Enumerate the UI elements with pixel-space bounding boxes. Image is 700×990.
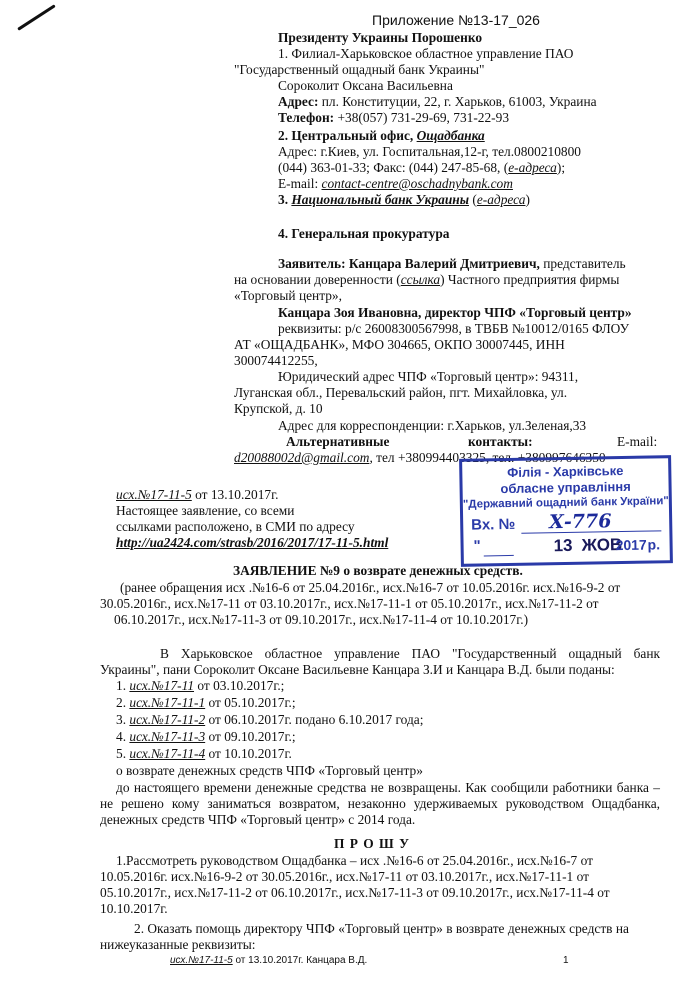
legal-address-1: Юридический адрес ЧПФ «Торговый центр»: 94311, (278, 369, 579, 384)
poa-link[interactable]: ссылка (400, 272, 441, 287)
applicant-firm: «Торговый центр», (234, 288, 342, 303)
statement-intro: В Харьковское областное управление ПАО "Государственный ощадный банк Украины", пани Сороколит Оксане Васильевне Канцара З.И и Канцара В.Д. были поданы: (100, 646, 660, 677)
item-2-link[interactable]: исх.№17-11-1 (129, 695, 206, 710)
stamp-date-quote: " (473, 537, 481, 555)
applicant-line: Заявитель: Канцара Валерий Дмитриевич, представитель (278, 256, 626, 271)
correspondence-address: Адрес для корреспонденции: г.Харьков, ул.Зеленая,33 (278, 418, 587, 433)
ref-line: исх.№17-11-5 от 13.10.2017г. (116, 487, 279, 502)
item-1: 1. исх.№17-11 от 03.10.2017г.; (116, 678, 285, 693)
addressee-branch-name: "Государственный ощадный банк Украины" (234, 62, 485, 77)
item-3-link[interactable]: исх.№17-11-2 (129, 712, 206, 727)
item-3: 3. исх.№17-11-2 от 06.10.2017г. подано 6.10.2017 года; (116, 712, 424, 727)
item-1-link[interactable]: исх.№17-11 (129, 678, 195, 693)
alt-contacts-label: Альтернативные (286, 434, 390, 449)
statement-body: до настоящего времени денежные средства не возвращены. Как сообщили работники банка – не решено кому заниматься возвратом, незаконно удерживаемых руководством Ощадбанка, денежных средств ЧПФ «Торговый центр» с 2014 года. (100, 780, 660, 827)
stamp-incoming-number: Х-776 (549, 510, 612, 534)
stamp-date-month: ЖОВ (581, 535, 623, 555)
request-2-line-1: 2. Оказать помощь директору ЧПФ «Торговый центр» в возврате денежных средств на (134, 921, 629, 936)
alt-contacts-word: контакты: (468, 434, 533, 449)
request-heading: П Р О Ш У (334, 836, 410, 851)
prev-requests-3: 06.10.2017г., исх.№17-11-3 от 09.10.2017г., исх.№17-11-4 от 10.10.2017г.) (114, 612, 529, 627)
stamp-line-2: обласне управління (500, 478, 631, 497)
request-1-line-3: 05.10.2017г., исх.№17-11-2 от 06.10.2017г., исх.№17-11-3 от 09.10.2017г., исх.№17-11-4 от (100, 885, 610, 900)
director: Канцара Зоя Ивановна, директор ЧПФ «Торговый центр» (278, 305, 632, 320)
stamp-date-year: 2017 (615, 536, 647, 554)
central-address: Адрес: г.Киев, ул. Госпитальная,12-г, тел.0800210800 (278, 144, 581, 159)
central-phones: (044) 363-01-33; Факс: (044) 247-85-68, (е-адреса); (278, 160, 566, 175)
central-eaddress-link[interactable]: е-адреса (508, 160, 557, 175)
alt-email-label: E-mail: (617, 434, 658, 449)
stamp-line-3: "Державний ощадний банк України" (462, 495, 669, 511)
applicant-email-link[interactable]: d20088002d@gmail.com (234, 450, 370, 465)
central-email: E-mail: contact-centre@oschadnybank.com (278, 176, 513, 191)
item-4-link[interactable]: исх.№17-11-3 (129, 729, 206, 744)
item-5-link[interactable]: исх.№17-11-4 (129, 746, 206, 761)
addressee-branch: 1. Филиал-Харьковское областное управление ПАО (278, 46, 574, 61)
requisites-2: АТ «ОЩАДБАНК», МФО 304665, ОКПО 30007445, ИНН (234, 337, 565, 352)
ref-url-link[interactable]: http://ua2424.com/strasb/2016/2017/17-11-5.html (116, 535, 389, 550)
ref-number-link[interactable]: исх.№17-11-5 (116, 487, 192, 502)
annex-label: Приложение №13-17_026 (372, 12, 540, 28)
addressee-president: Президенту Украины Порошенко (278, 30, 483, 45)
ref-note-1: Настоящее заявление, со всеми (116, 503, 295, 518)
legal-address-2: Луганская обл., Перевальский район, пгт. Михайловка, ул. (234, 385, 568, 400)
stamp-date-suffix: р. (647, 536, 661, 553)
stamp-date-day: 13 (553, 535, 573, 556)
pen-mark (17, 4, 56, 30)
applicant-power-of-attorney: на основании доверенности (ссылка) Частного предприятия фирмы (234, 272, 620, 287)
stamp-line-1: Філія - Харківське (507, 462, 624, 481)
ref-note-2: ссылками расположено, в СМИ по адресу (116, 519, 355, 534)
stamp-incoming-label: Вх. № (471, 515, 516, 534)
nbu-eaddress-link[interactable]: е-адреса (476, 192, 526, 207)
legal-address-3: Крупской, д. 10 (234, 401, 323, 416)
requisites-3: 300074412255, (234, 353, 318, 368)
item-2: 2. исх.№17-11-1 от 05.10.2017г.; (116, 695, 296, 710)
page-number: 1 (563, 955, 569, 966)
branch-address: Адрес: пл. Конституции, 22, г. Харьков, 61003, Украина (278, 94, 597, 109)
request-1-line-2: 10.05.2016г. исх.№16-9-2 от 30.05.2016г., исх.№17-11 от 03.10.2017г., исх.№17-11-1 от (100, 869, 589, 884)
nbu: 3. Национальный банк Украины (е-адреса) (278, 192, 530, 207)
central-office: 2. Центральный офис, Ощадбанка (278, 128, 485, 143)
applicant-contacts: d20088002d@gmail.com, тел +380994403325, тел. +380997646350 (234, 450, 606, 465)
requisites-1: реквизиты: р/с 26008300567998, в ТВБВ №10012/0165 ФЛОУ (278, 321, 630, 336)
central-office-link[interactable]: Ощадбанка (416, 128, 485, 143)
footer-ref-link[interactable]: исх.№17-11-5 (170, 955, 233, 966)
central-email-link[interactable]: contact-centre@oschadnybank.com (321, 176, 513, 191)
item-4: 4. исх.№17-11-3 от 09.10.2017г.; (116, 729, 296, 744)
nbu-link[interactable]: Национальный банк Украины (291, 192, 470, 207)
item-5: 5. исх.№17-11-4 от 10.10.2017г. (116, 746, 292, 761)
addressee-branch-person: Сороколит Оксана Васильевна (278, 78, 453, 93)
prev-requests-1: (ранее обращения исх .№16-6 от 25.04.2016г., исх.№16-7 от 10.05.2016г. исх.№16-9-2 от (120, 580, 621, 595)
statement-title: ЗАЯВЛЕНИЕ №9 о возврате денежных средств. (233, 563, 523, 578)
request-2-line-2: нижеуказанные реквизиты: (100, 937, 256, 952)
branch-phone: Телефон: +38(057) 731-29-69, 731-22-93 (278, 110, 510, 125)
prev-requests-2: 30.05.2016г., исх.№17-11 от 03.10.2017г., исх.№17-11-1 от 05.10.2017г., исх.№17-11-2 от (100, 596, 599, 611)
prosecutor: 4. Генеральная прокуратура (278, 226, 450, 241)
request-1-line-1: 1.Рассмотреть руководством Ощадбанка – исх .№16-6 от 25.04.2016г., исх.№16-7 от (116, 853, 593, 868)
request-1-line-4: 10.10.2017г. (100, 901, 168, 916)
incoming-stamp (459, 455, 673, 567)
footer-ref: исх.№17-11-5 от 13.10.2017г. Канцара В.Д. (170, 955, 368, 966)
statement-about: о возврате денежных средств ЧПФ «Торговый центр» (116, 763, 423, 778)
